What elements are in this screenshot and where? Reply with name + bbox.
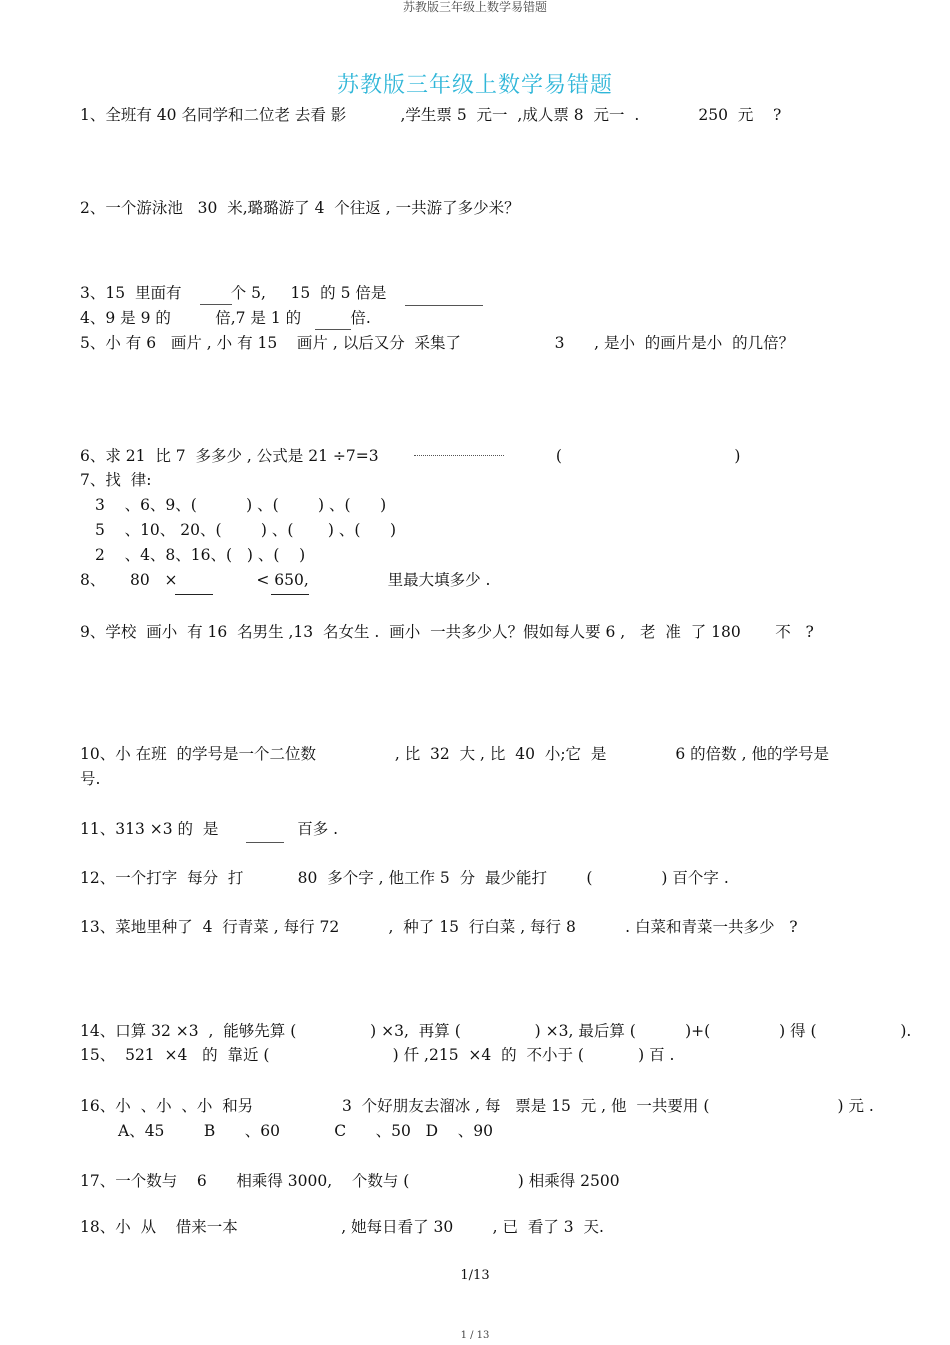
blank-line (200, 304, 232, 305)
question-10-cont: 号. (80, 770, 101, 788)
question-2: 2、一个游泳池 30 米,璐璐游了 4 个往返 , 一共游了多少米？ (80, 199, 520, 217)
question-16-options: A、45 B 、60 C 、50 D 、90 (118, 1122, 493, 1140)
page-footer: 1 / 13 (460, 1330, 490, 1341)
blank-line (175, 594, 213, 595)
page-number: 1/13 (460, 1268, 490, 1283)
question-4: 4、9 是 9 的 倍,7 是 1 的 倍. (80, 309, 371, 327)
page-header: 苏教版三年级上数学易错题 (402, 0, 547, 14)
question-6: 6、求 21 比 7 多多少 , 公式是 21 ÷7=3 ( ) (80, 447, 741, 465)
question-17: 17、一个数与 6 相乘得 3000, 个数与 ( ) 相乘得 2500 (80, 1172, 620, 1190)
question-11: 11、313 ×3 的 是 百多 . (80, 820, 339, 838)
question-14: 14、口算 32 ×3 , 能够先算 ( ) ×3, 再算 ( ) ×3, 最后算 ( )+( ) 得 ( ). (80, 1022, 912, 1040)
question-18: 18、小 从 借来一本 , 她每日看了 30 , 已 看了 3 天. (80, 1218, 604, 1236)
question-16: 16、小 、小 、小 和另 3 个好朋友去溜冰 , 每 票是 15 元 , 他 一共要用 ( ) 元 . (80, 1097, 874, 1115)
question-9: 9、学校 画小 有 16 名男生 ,13 名女生 . 画小 一共多少人？假如每人要 6 , 老 准 了 180 不 ? (80, 623, 814, 641)
question-3: 3、15 里面有 个 5, 15 的 5 倍是 (80, 284, 387, 302)
blank-line (315, 329, 351, 330)
question-5: 5、小 有 6 画片 , 小 有 15 画片 , 以后又分 采集了 3 , 是小 的画片是小 的几倍？ (80, 334, 795, 352)
blank-line (405, 305, 483, 306)
pattern-row-1: 3 、6、9、( ) 、( ) 、( ) (95, 496, 387, 514)
question-13: 13、菜地里种了 4 行青菜 , 每行 72 , 种了 15 行白菜 , 每行 8 . 白菜和青菜一共多少 ? (80, 918, 798, 936)
question-10: 10、小 在班 的学号是一个二位数 , 比 32 大 , 比 40 小;它 是 6 的倍数 , 他的学号是 (80, 745, 829, 763)
question-12: 12、一个打字 每分 打 80 多个字 , 他工作 5 分 最少能打 ( ) 百个字 . (80, 869, 729, 887)
question-15: 15、 521 ×4 的 靠近 ( ) 仟 ,215 ×4 的 不小于 ( ) 百 . (80, 1046, 675, 1064)
document-title: 苏教版三年级上数学易错题 (336, 73, 613, 98)
question-8: 8、 80 × < 650, 里最大填多少 . (80, 571, 491, 589)
blank-line (271, 594, 309, 595)
blank-line (246, 842, 284, 843)
question-7: 7、找 律: (80, 471, 152, 489)
question-1: 1、全班有 40 名同学和二位老 去看 影 ,学生票 5 元一 ,成人票 8 元一 . 250 元 ? (80, 106, 782, 124)
dotted-leader (414, 455, 504, 456)
pattern-row-2: 5 、10、 20、( ) 、( ) 、( ) (95, 521, 397, 539)
pattern-row-3: 2 、4、8、16、( ) 、( ) (95, 546, 306, 564)
